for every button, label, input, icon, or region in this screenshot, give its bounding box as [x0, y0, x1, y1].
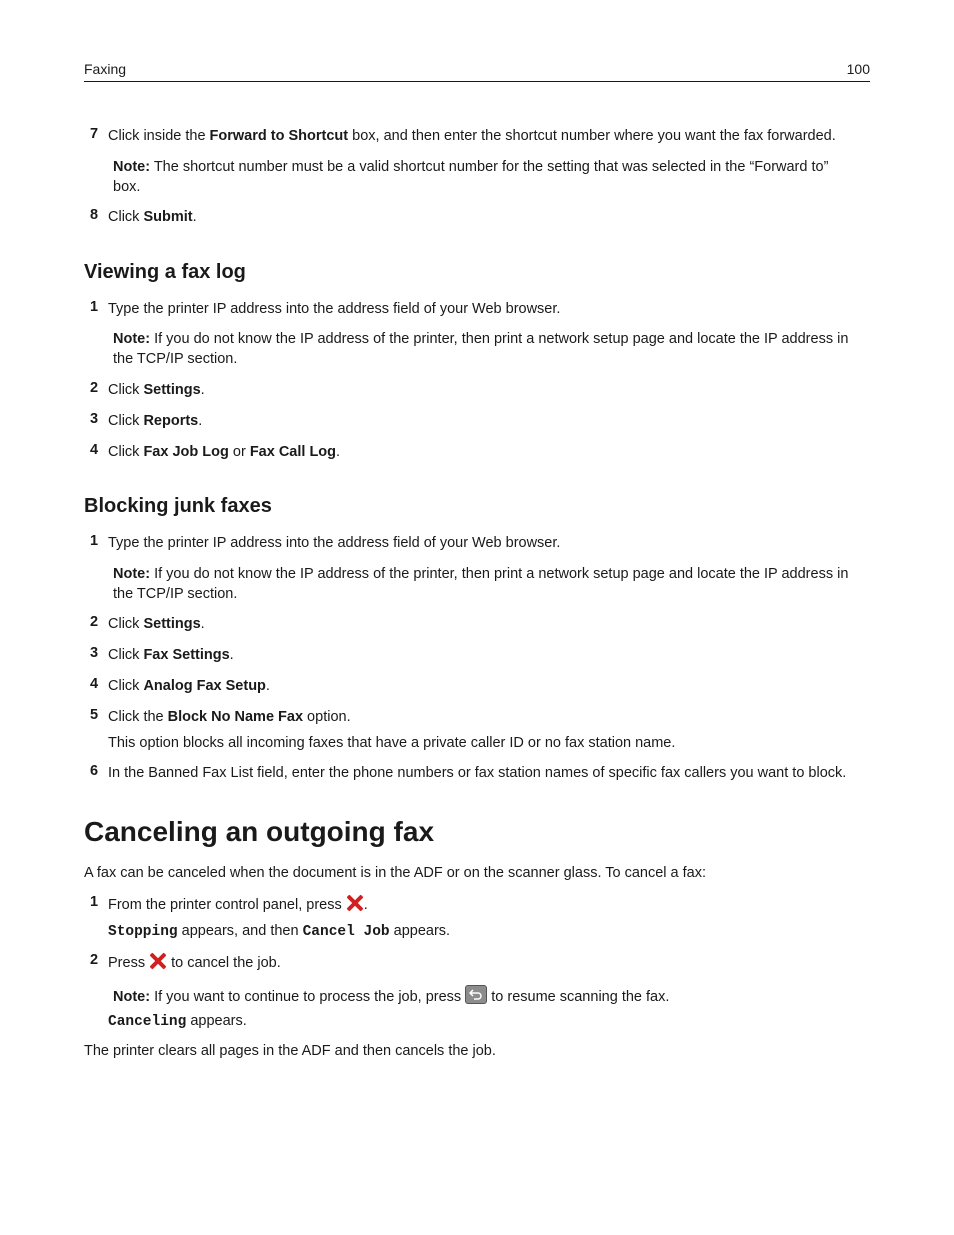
step-text: From the printer control panel, press .	[108, 894, 870, 915]
intro-paragraph: A fax can be canceled when the document is in the ADF or on the scanner glass. To cancel a fax:	[84, 865, 706, 881]
step-number: 4	[90, 676, 99, 692]
step-text: Type the printer IP address into the address field of your Web browser.	[108, 301, 561, 317]
step-number: 1	[90, 299, 99, 315]
header-rule	[84, 81, 870, 82]
step-number: 5	[90, 707, 99, 723]
step-text: Click Fax Settings.	[108, 647, 234, 663]
step-number: 7	[90, 126, 99, 142]
note: Note: If you do not know the IP address of the printer, then print a network setup page and locate the IP address in the TCP/IP section.	[113, 331, 849, 367]
step-text: Click Fax Job Log or Fax Call Log.	[108, 444, 341, 460]
step-text: In the Banned Fax List field, enter the phone numbers or fax station names of specific fax callers you want to block.	[108, 765, 847, 781]
chapter-heading: Canceling an outgoing fax	[84, 816, 435, 847]
step-text: Click Analog Fax Setup.	[108, 678, 270, 694]
step-text: Click the Block No Name Fax option.	[108, 709, 351, 725]
note: Note: The shortcut number must be a valid shortcut number for the setting that was selected in the “Forward to” box.	[113, 159, 829, 195]
running-header-section: Faxing	[84, 61, 127, 77]
step-number: 1	[90, 894, 99, 910]
step-number: 2	[90, 380, 99, 396]
back-arrow-icon	[465, 985, 487, 1004]
step-number: 2	[90, 952, 99, 968]
step-number: 3	[90, 411, 99, 427]
step-text: Click Submit.	[108, 209, 197, 225]
step-number: 1	[90, 533, 99, 549]
step-number: 3	[90, 645, 99, 661]
step-number: 2	[90, 614, 99, 630]
step-text: Click Settings.	[108, 616, 205, 632]
section-heading: Viewing a fax log	[84, 261, 246, 283]
step-number: 4	[90, 442, 99, 458]
page-number: 100	[846, 61, 870, 77]
note: Note: If you want to continue to process the job, press to resume scanning the fax.	[113, 985, 854, 1007]
step-text: Click inside the Forward to Shortcut box, and then enter the shortcut number where you want the fax forwarded.	[108, 128, 836, 144]
step-detail: Stopping appears, and then Cancel Job appears.	[108, 923, 451, 940]
note: Note: If you do not know the IP address of the printer, then print a network setup page and locate the IP address in the TCP/IP section.	[113, 566, 849, 602]
step-detail: Canceling appears.	[108, 1013, 247, 1030]
step-text: Press to cancel the job.	[108, 952, 870, 973]
step-number: 8	[90, 207, 99, 223]
step-text: Click Reports.	[108, 413, 203, 429]
step-detail: This option blocks all incoming faxes that have a private caller ID or no fax station name.	[108, 735, 676, 751]
stop-x-icon	[346, 894, 364, 912]
stop-x-icon	[149, 952, 167, 970]
closing-paragraph: The printer clears all pages in the ADF and then cancels the job.	[84, 1043, 496, 1059]
section-heading: Blocking junk faxes	[84, 495, 272, 517]
step-text: Type the printer IP address into the address field of your Web browser.	[108, 535, 561, 551]
step-text: Click Settings.	[108, 382, 205, 398]
step-number: 6	[90, 763, 99, 779]
